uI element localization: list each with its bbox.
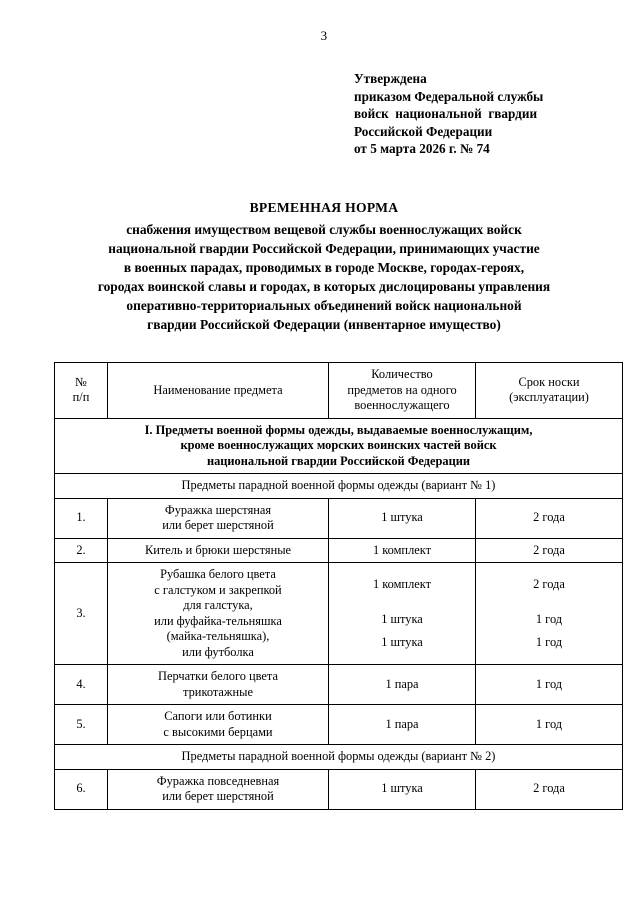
title-sub-line-5: оперативно-территориальных объединений войск национальной bbox=[126, 298, 522, 314]
table-row bbox=[55, 665, 623, 705]
row-term bbox=[476, 563, 623, 665]
section-line-1: I. Предметы военной формы одежды, выдаваемые военнослужащим, bbox=[144, 422, 533, 437]
row-term: 1 год bbox=[476, 665, 623, 705]
table-variant-header-row-1 bbox=[55, 474, 623, 499]
row-term-line-2: 1 год bbox=[535, 612, 563, 627]
title-sub-line-1: снабжения имуществом вещевой службы военнослужащих войск bbox=[126, 222, 522, 238]
row-name-line-2: или берет шерстяной bbox=[162, 518, 274, 533]
table-row bbox=[55, 538, 623, 563]
approval-line-3: войск национальной гвардии bbox=[354, 106, 538, 122]
header-cell-quantity bbox=[329, 363, 476, 419]
row-quantity: 1 пара bbox=[329, 705, 476, 745]
row-term-line-3: 1 год bbox=[535, 634, 563, 649]
section-line-2: кроме военнослужащих морских воинских частей войск bbox=[180, 438, 497, 453]
header-qty-line-3: военнослужащего bbox=[354, 398, 450, 413]
header-number-line-2: п/п bbox=[72, 390, 90, 405]
row-name-line-4: или фуфайка-тельняшка bbox=[154, 613, 282, 628]
row-name-line-1: Перчатки белого цвета bbox=[158, 669, 278, 684]
row-term: 2 года bbox=[476, 769, 623, 809]
header-qty-line-2: предметов на одного bbox=[347, 382, 457, 397]
row-name-line-1: Рубашка белого цвета bbox=[160, 567, 276, 582]
row-number: 4. bbox=[55, 665, 108, 705]
table-variant-header-row-2 bbox=[55, 745, 623, 770]
row-number: 1. bbox=[55, 498, 108, 538]
table-row bbox=[55, 769, 623, 809]
row-item-name bbox=[108, 769, 329, 809]
header-term-line-1: Срок носки bbox=[518, 374, 580, 389]
row-term: 2 года bbox=[476, 538, 623, 563]
table-section-header-row bbox=[55, 418, 623, 474]
row-quantity: 1 штука bbox=[329, 769, 476, 809]
row-name-line-5: (майка-тельняшка), bbox=[166, 629, 270, 644]
section-header-cell bbox=[55, 418, 623, 474]
row-name-line-2: с галстуком и закрепкой bbox=[154, 582, 282, 597]
row-term: 1 год bbox=[476, 705, 623, 745]
title-sub-line-6: гвардии Российской Федерации (инвентарное имущество) bbox=[147, 317, 501, 333]
approval-line-1: Утверждена bbox=[354, 71, 427, 86]
row-name-line-1: Сапоги или ботинки bbox=[164, 709, 272, 724]
header-term-line-2: (эксплуатации) bbox=[509, 390, 589, 405]
variant-2-label: Предметы парадной военной формы одежды (вариант № 2) bbox=[55, 745, 623, 770]
header-cell-number bbox=[55, 363, 108, 419]
table-row bbox=[55, 498, 623, 538]
row-item-name bbox=[108, 563, 329, 665]
header-cell-term bbox=[476, 363, 623, 419]
row-item-name bbox=[108, 705, 329, 745]
page-title: ВРЕМЕННАЯ НОРМА bbox=[249, 199, 399, 215]
row-name-line-2: с высокими берцами bbox=[163, 724, 273, 739]
row-qty-line-1: 1 комплект bbox=[372, 576, 432, 591]
page-number: 3 bbox=[320, 28, 328, 43]
title-sub-line-3: в военных парадах, проводимых в городе Москве, городах-героях, bbox=[123, 260, 525, 276]
row-number: 6. bbox=[55, 769, 108, 809]
header-cell-name: Наименование предмета bbox=[108, 363, 329, 419]
row-item-name: Китель и брюки шерстяные bbox=[108, 538, 329, 563]
row-qty-line-3: 1 штука bbox=[381, 634, 423, 649]
title-sub-line-2: национальной гвардии Российской Федерации, принимающих участие bbox=[108, 241, 540, 257]
row-quantity bbox=[329, 563, 476, 665]
approval-line-2: приказом Федеральной службы bbox=[354, 88, 544, 104]
approval-line-4: Российской Федерации bbox=[354, 123, 493, 139]
table-row bbox=[55, 563, 623, 665]
row-qty-line-2: 1 штука bbox=[381, 612, 423, 627]
row-term: 2 года bbox=[476, 498, 623, 538]
approval-line-5: от 5 марта 2026 г. № 74 bbox=[354, 141, 490, 157]
row-term-line-1: 2 года bbox=[533, 576, 565, 591]
row-quantity: 1 пара bbox=[329, 665, 476, 705]
header-qty-line-1: Количество bbox=[371, 367, 433, 382]
row-name-line-2: трикотажные bbox=[183, 684, 253, 699]
variant-1-label: Предметы парадной военной формы одежды (вариант № 1) bbox=[55, 474, 623, 499]
row-name-line-2: или берет шерстяной bbox=[162, 789, 274, 804]
row-name-line-6: или футболка bbox=[182, 644, 254, 659]
row-name-line-1: Фуражка шерстяная bbox=[164, 502, 272, 517]
document-title bbox=[54, 198, 594, 334]
norms-table bbox=[54, 362, 623, 810]
table-row bbox=[55, 705, 623, 745]
row-item-name bbox=[108, 665, 329, 705]
row-quantity: 1 штука bbox=[329, 498, 476, 538]
row-number: 2. bbox=[55, 538, 108, 563]
title-sub-line-4: городах воинской славы и городах, в которых дислоцированы управления bbox=[97, 279, 551, 295]
row-number: 5. bbox=[55, 705, 108, 745]
row-quantity: 1 комплект bbox=[329, 538, 476, 563]
row-name-line-3: для галстука, bbox=[183, 598, 253, 613]
header-number-line-1: № bbox=[75, 374, 87, 389]
section-line-3: национальной гвардии Российской Федерации bbox=[206, 453, 471, 468]
table-header-row bbox=[55, 363, 623, 419]
row-number: 3. bbox=[55, 563, 108, 665]
row-item-name bbox=[108, 498, 329, 538]
row-name-line-1: Фуражка повседневная bbox=[156, 773, 280, 788]
approval-block bbox=[354, 70, 622, 158]
